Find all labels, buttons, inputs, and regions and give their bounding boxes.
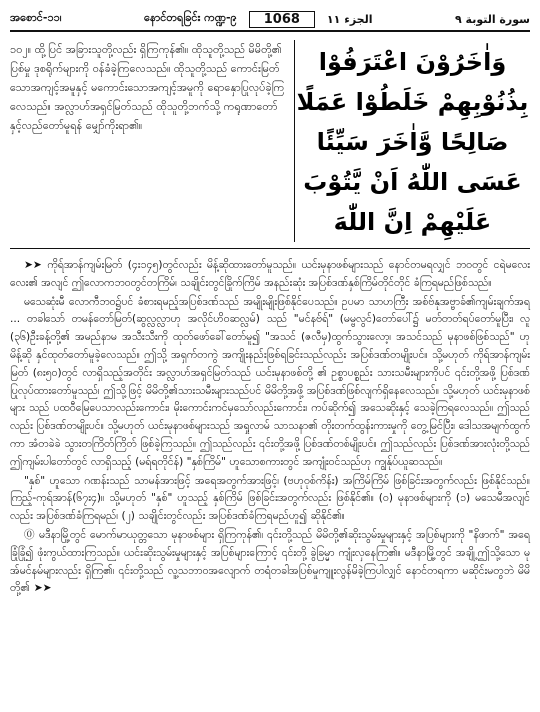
header-center (144, 11, 372, 28)
chapter-label: နောင်တရခြင်း ကဏ္ဍ-၉ (144, 11, 237, 24)
paragraph-text: ကိုရ်အာန်ကျမ်းမြတ် (၄း၁၄၅)တွင်လည်း မိန့်ဆိုထားတော်မူသည်။ ယင်းမုနာဖစ်များသည် နောင်တမရလျှင် ဘဝတွင် ငရဲမလေးလေး၏ အလျင် ဤလောကဘဝတွင်တကြိမ်၊ သချိုင်းတွင်ခြိုက်ကြိမ် အနည်းဆုံး အပြစ်ဒဏ်နှစ်ကြိမ်တိုင်တိုင် ခံကြရမည်ဖြစ်သည်။ (10, 259, 530, 289)
commentary-paragraph: မသေဆုံးမီ လောကီဘဝ၌ပင် ခံစားရမည့်အပြစ်ဒဏ်သည် အမျိုးမျိုးဖြစ်နိုင်ပေသည်။ ဥပမာ သာဟကြီး အစ်ဗ်နုအဗ္ဗာခ်၏ကျမ်းချက်အရ ... တခါသော် တမန်တော်မြတ်(ဆွလ္လလ္လာဟု အလိုင်ဟိဝဆလ္လမ်) သည် "မင်နဗ်ရ်" (မမ္ဗလွင်)တော်ပေါ်၌ မတ်တတ်ရပ်တော်မူပြီး၊ လူ (၃၆)ဦးခန့်တို့၏ အမည်နာမ အသီးသီးကို ထုတ်ဖော်ခေါ်တော်မူ၍ "အသင် (ဇလီမှ)ထွက်သွားလော့၊ အသင်သည် မုနာဖစ်ဖြစ်သည်" ဟု မိန့်ဆို နှင်ထုတ်တော်မူခဲ့လေသည်။ ဤသို့ အရှက်တကွဲ အကျိုးနည်းဖြစ်ရခြင်းသည်လည်း အပြစ်ဒဏ်တမျိုးပင်။ သို့မဟုတ် ကိုရ်အာန်ကျမ်းမြတ် (၈း၅၀)တွင် လာရှိသည့်အတိုင်း အလ္လာဟ်အရှင်မြတ်သည် ယင်းမုနာဖစ်တို့ ၏ ဥစ္စာပစ္စည်း သားသမီးများကိုပင် ၎င်းတို့အဖို့ ပြစ်ဒဏ်ပြုလုပ်ထားတော်မူသည်၊ ဤသို့ဖြင့် မိမိတို့၏သားသမီးများသည်ပင် မိမိတို့အဖို့ အပြစ်ဒဏ်ဖြစ်လျက်ရှိနေလေသည်။ သို့မဟုတ် ယင်းမုနာဖစ်များ သည် ပထဝီမြေပေသာလည်းကောင်း၊ မိုးကောင်းကင်မှသော်လည်းကောင်း၊ ကပ်ဆိုက်၍ အသေဆိုးနှင့် သေခဲ့ကြရလေသည်။ ဤသည်လည်း ပြစ်ဒဏ်တမျိုးပင်။ သို့မဟုတ် ယင်းမုနာဖစ်များသည် အရှုလာမ် သာသနာ၏ တိုးတက်ထွန်းကားမှုကို တွေ့မြင်ပြီး၊ ဒေါသအမျက်ထွက်ကာ အံတခဲခဲ သွားတကြိတ်ကြိတ် ဖြစ်ခဲ့ကြသည်။ ဤသည်လည်း ၎င်းတို့အဖို့ ပြစ်ဒဏ်တစ်မျိုးပင်။ ဤသည်လည်း ပြစ်ဒဏ်အားလုံးတို့သည် ဤကျမ်းပါတော်တွင် လာရှိသည့် (မရ်ရတိုင်န်) "နှစ်ကြိမ်" ဟူသောစကားတွင် အကျုံးဝင်သည်ဟု ကျွန်ုပ်ယူဆသည်။ (10, 295, 530, 468)
verse-translation: ၁၀၂။ ထို့ပြင် အခြားသူတို့လည်း ရှိကြကုန်၏။ ထိုသူတို့သည် မိမိတို့၏ ပြစ်မှု ဒုစရိုက်များကို ဝန်ခံခဲ့ကြလေသည်။ ထိုသူတို့သည် ကောင်းမြတ်သောအကျင့်အမူနှင့် မကောင်းသောအကျင့်အမူကို ရောနှောပြုလုပ်ခဲ့ကြလေသည်။ အလ္လာဟ်အရှင်မြတ်သည် ထိုသူတို့ဘက်သို့ ကရုဏာတော်နှင့်လည်တော်မူရန် မျှော်ကိုးရာ၏။ (10, 40, 295, 242)
commentary-paragraph (10, 257, 530, 293)
part-label: အစောင်-၁၁၊ (10, 11, 62, 24)
paragraph-text: ⓪ မဒီနာမြို့တွင် မောက်မာယုတ္တသော မုနာဖစ်များ ရှိကြကုန်၏၊ ၎င်းတို့သည် မိမိတို့၏ဆိုးသွမ်းမှုများနှင့် အပြစ်များကို "နိဖာက်" အရေခြုံခြုံ၍ ဖုံးကွယ်ထားကြသည်။ ယင်းဆိုးသွမ်းမှုများနှင့် အပြစ်များကြောင့် ၎င်းတို့ ခွဲခြမ္မာ ကျုံးလှနေကြ၏။ မဒီနာမြို့တွင် အချို့ဤသို့သော မုအ်မင်နမ်များလည်း ရှိကြ၏၊ ၎င်းတို့သည် လူ့သဘာဝအလျောက် တရံတခါအပြစ်မှုကျူးလွန်မိခဲ့ကြပါလျှင် နောင်တရကာ မဆိုင်းမတွဘဲ မိမိတို့၏ (10, 528, 530, 595)
arabic-verse: وَاٰخَرُوْنَ اعْتَرَفُوْا بِذُنُوْبِهِمْ خَلَطُوْا عَمَلًا صَالِحًا وَّاٰخَرَ سَيِّئًا عَسَى اللّٰهُ اَنْ يَّتُوْبَ عَلَيْهِمْ اِنَّ اللّٰهَ (296, 48, 529, 236)
commentary (10, 257, 530, 598)
commentary-paragraph: "နှစ်" ဟူသော ဂဏန်းသည် သာမန်အားဖြင့် အရေအတွက်အားဖြင့်၊ (ဗဟုဝုစ်ကိန်း) အကြိမ်ကြိမ် ဖြစ်ခြင်းအတွက်လည်း ဖြစ်နိုင်သည်။ ကြည့်-ကုရ်အာန်(၆၇း၄)။ သို့မဟုတ် "နှစ်" ဟူသည့် နှစ်ကြိမ် ဖြစ်ခြင်းအတွက်လည်း ဖြစ်နိုင်၏။ (၀) မုနာဖစ်များကို (၁) မသေမီအလျင်လည်း အပြစ်ဒဏ်ခံကြရမည်၊ (၂) သချိုင်းတွင်လည်း အပြစ်ဒဏ်ခံကြရမည်ဟူ၍ ဆိုနိုင်၏။ (10, 474, 530, 523)
double-right-arrow-icon: ➤➤ (24, 259, 48, 271)
page-number: 1068 (249, 11, 315, 28)
page-header (10, 8, 530, 32)
verse-block (10, 40, 530, 249)
surah-label: سورة التوبة ٩ (454, 12, 530, 26)
juz-label: الجزء ١١ (326, 12, 373, 26)
double-right-arrow-icon: ➤➤ (33, 582, 52, 595)
commentary-paragraph (10, 527, 530, 598)
